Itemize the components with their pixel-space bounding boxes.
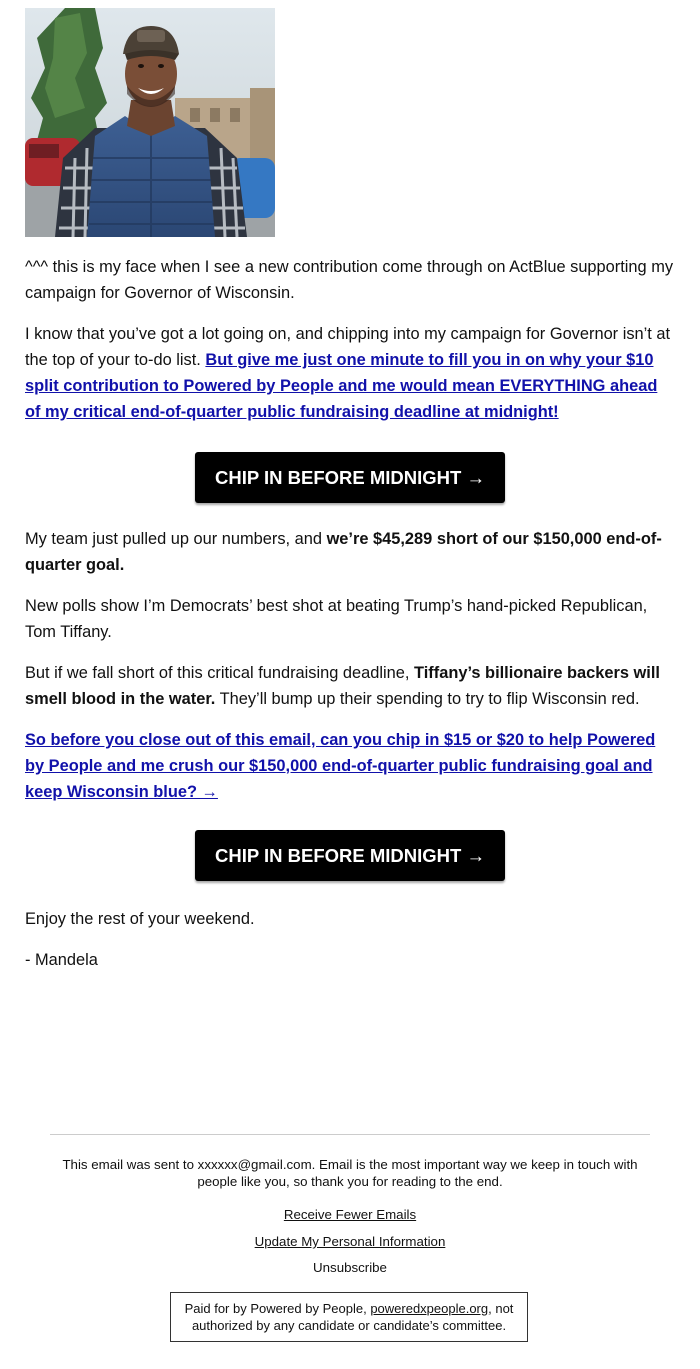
numbers-text: My team just pulled up our numbers, and [25,530,327,548]
sent-to-notice: This email was sent to xxxxxx@gmail.com. Email is the most important way we keep in touch with people like you, so thank you for reading to the end. [62,1157,638,1189]
chip-in-button-2[interactable]: CHIP IN BEFORE MIDNIGHT → [195,830,505,881]
chip-in-link[interactable]: So before you close out of this email, can you chip in $15 or $20 to help Powered by People and me crush our $150,000 end-of-quarter public fundraising goal and keep Wisconsin blue? → [25,731,656,801]
closing-paragraph: Enjoy the rest of your weekend. [25,910,255,928]
ask-paragraph [25,727,675,805]
flip-text: They’ll bump up their spending to try to flip Wisconsin red. [215,690,640,708]
cta-wrapper-2 [25,830,675,881]
deadline-text: But if we fall short of this critical fundraising deadline, [25,664,415,682]
context-text: I know that you’ve got a lot going on, and chipping into my campaign for Governor isn’t at the top of your to-do list. [25,325,671,369]
unsubscribe-link[interactable]: Unsubscribe [313,1260,387,1275]
cta-wrapper-1 [25,452,675,503]
signoff: - Mandela [25,951,98,969]
paid-for-rest: , not authorized by any candidate or candidate’s committee. [191,1301,514,1333]
polls-paragraph: New polls show I’m Democrats’ best shot at beating Trump’s hand-picked Republican, Tom Tiffany. [25,597,648,641]
email-body [25,8,675,973]
context-paragraph [25,321,675,425]
shortfall-text: we’re $45,289 short of our $150,000 end-of-quarter goal. [25,530,662,574]
chip-in-button-1[interactable]: CHIP IN BEFORE MIDNIGHT → [195,452,505,503]
one-minute-link[interactable]: But give me just one minute to fill you in on why your $10 split contribution to Powered by People and me would mean EVERYTHING ahead of my critical end-of-quarter public fundraising deadline at midnight! [25,351,658,421]
candidate-photo [25,8,275,237]
update-personal-info-link[interactable]: Update My Personal Information [254,1234,446,1249]
receive-fewer-emails-link[interactable]: Receive Fewer Emails [283,1207,417,1222]
website-link[interactable]: poweredxpeople.org [370,1301,489,1316]
paid-for-disclaimer [170,1292,528,1342]
paid-for-text: Paid for by Powered by People, [184,1301,371,1316]
deadline-paragraph [25,660,675,712]
email-footer [50,1134,650,1276]
numbers-paragraph [25,526,675,578]
intro-paragraph: ^^^ this is my face when I see a new contribution come through on ActBlue supporting my campaign for Governor of Wisconsin. [25,258,674,302]
candidate-photo-image [25,8,275,237]
backers-text: Tiffany’s billionaire backers will smell blood in the water. [25,664,660,708]
